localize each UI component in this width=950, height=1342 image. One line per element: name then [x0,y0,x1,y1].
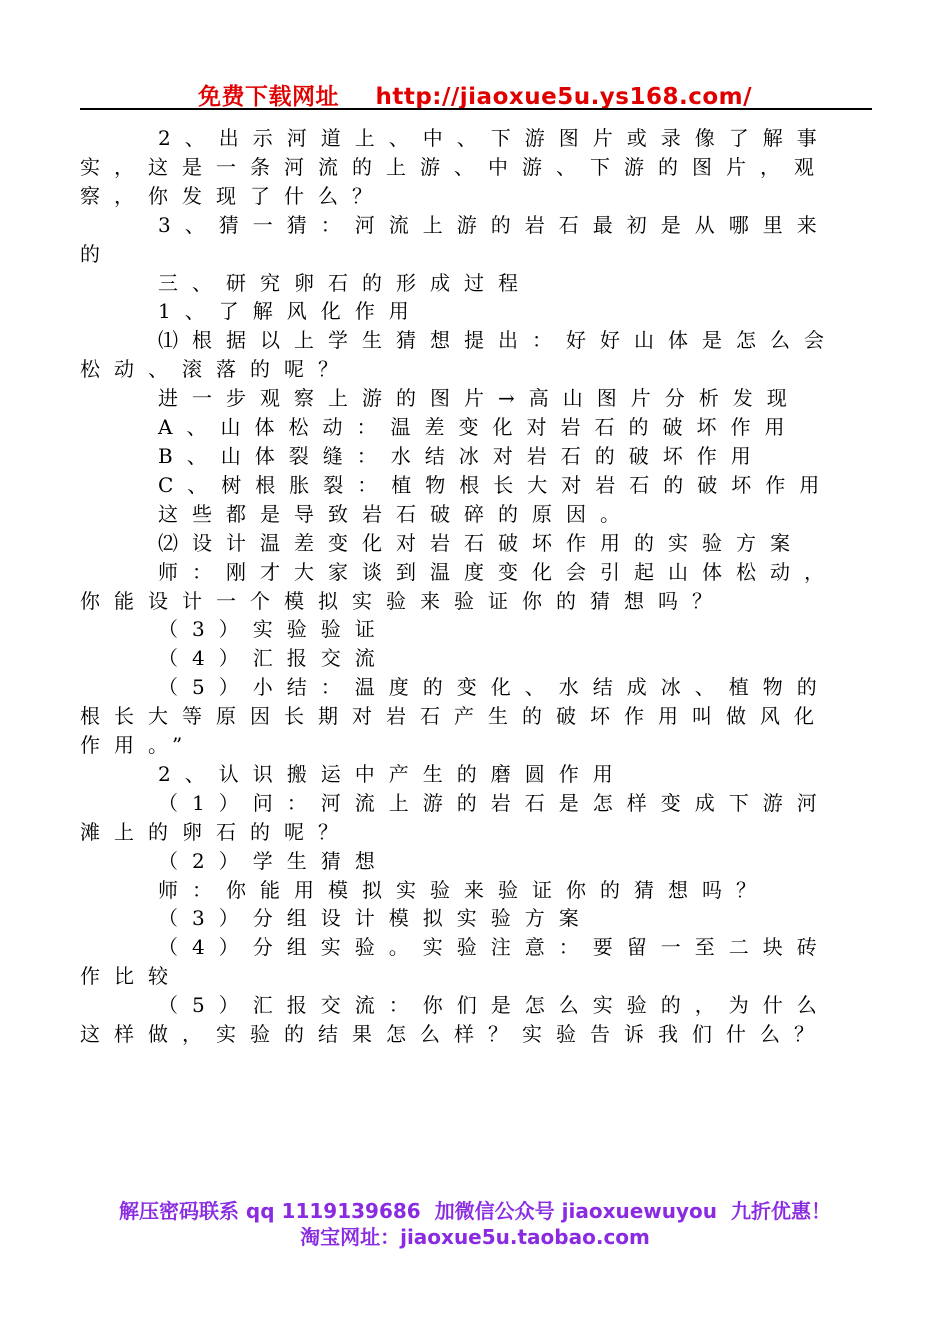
step-item: （5）小结：温度的变化、水结成冰、植物的根长大等原因长期对岩石产生的破坏作用叫做风化作用。” [80,675,831,758]
step-item: （4）汇报交流 [158,646,389,671]
qq-contact: 解压密码联系 qq 1119139686 [118,1199,421,1223]
paragraph: ⑴根据以上学生猜想提出：好好山体是怎么会松动、滚落的呢？ [80,328,838,382]
paragraph: 师：刚才大家谈到温度变化会引起山体松动，你能设计一个模拟实验来验证你的猜想吗？ [80,559,838,613]
header-divider [80,108,872,110]
paragraph: ⑵设计温差变化对岩石破坏作用的实验方案 [158,530,804,555]
paragraph: 3、猜一猜：河流上游的岩石最初是从哪里来的 [80,212,831,266]
list-item: C、树根胀裂：植物根长大对岩石的破坏作用 [158,472,834,497]
download-banner [0,78,950,111]
step-item: （3）分组设计模拟实验方案 [158,906,593,931]
paragraph: 进一步观察上游的图片→高山图片分析发现 [158,386,801,411]
step-item: （3）实验验证 [158,617,389,642]
subsection-heading: 2、认识搬运中产生的磨圆作用 [158,761,627,786]
discount-note: 九折优惠！ [731,1199,832,1223]
step-item: （1）问：河流上游的岩石是怎样变成下游河滩上的卵石的呢？ [80,790,831,844]
list-item: B、山体裂缝：水结冰对岩石的破坏作用 [158,443,765,468]
paragraph: 这些都是导致岩石破碎的原因。 [158,501,634,526]
shop-link[interactable]: 淘宝网址：jiaoxue5u.taobao.com [300,1225,650,1249]
wechat-account: 加微信公众号 jiaoxuewuyou [434,1199,718,1223]
footer-line-1 [0,1198,950,1224]
list-item: A、山体松动：温差变化对岩石的破坏作用 [158,415,799,440]
subsection-heading: 1、了解风化作用 [158,299,423,324]
paragraph: 2、出示河道上、中、下游图片或录像了解事实，这是一条河流的上游、中游、下游的图片，观察，你发现了什么？ [80,126,831,208]
step-item: （5）汇报交流：你们是怎么实验的，为什么这样做，实验的结果怎么样？实验告诉我们什么？ [80,993,831,1047]
step-item: （4）分组实验。实验注意：要留一至二块砖作比较 [80,935,831,989]
section-heading: 三、研究卵石的形成过程 [158,270,532,295]
step-item: （2）学生猜想 [158,848,389,873]
footer-promo [0,1198,950,1250]
download-label: 免费下载网址 [197,84,339,110]
download-url-link[interactable]: http://jiaoxue5u.ys168.com/ [375,84,753,110]
document-body [80,124,860,1049]
paragraph: 师：你能用模拟实验来验证你的猜想吗？ [158,877,770,902]
